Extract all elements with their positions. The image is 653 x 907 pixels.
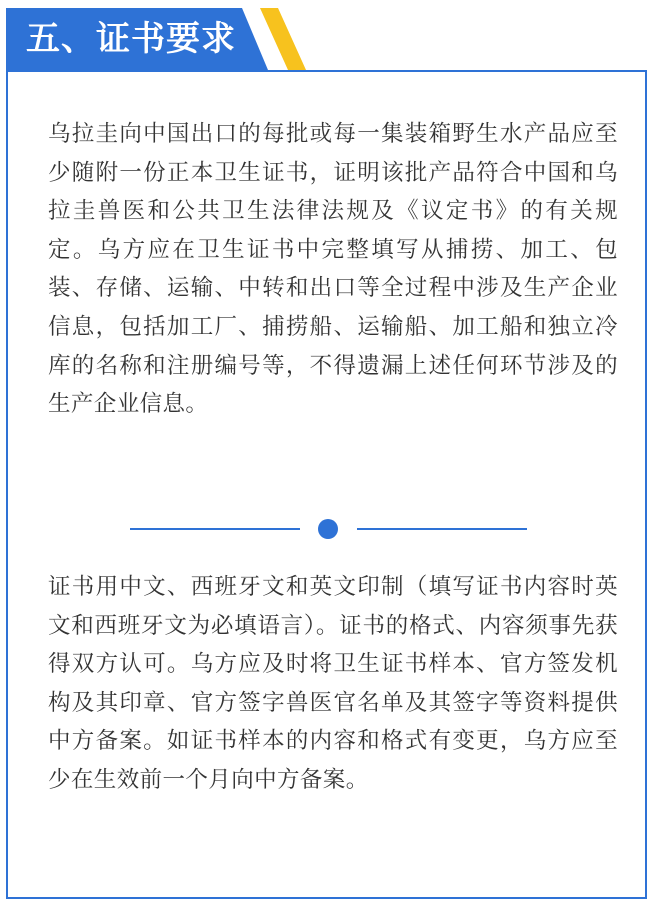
header-yellow-stripe [260,8,306,70]
divider-dot [318,519,338,539]
paragraph-certificate-requirement: 乌拉圭向中国出口的每批或每一集装箱野生水产品应至少随附一份正本卫生证书，证明该批产品符合中国和乌拉圭兽医和公共卫生法律法规及《议定书》的有关规定。乌方应在卫生证书中完整填写从捕捞、加工、包装、存储、运输、中转和出口等全过程中涉及生产企业信息，包括加工厂、捕捞船、运输船、加工船和独立冷库的名称和注册编号等，不得遗漏上述任何环节涉及的生产企业信息。 [48,121,618,418]
divider-line-left [130,528,300,530]
content-box [6,70,647,899]
section-header [6,8,306,70]
divider-line-right [357,528,527,530]
section-divider [8,519,645,539]
section-title: 五、证书要求 [26,19,236,59]
paragraph-certificate-language: 证书用中文、西班牙文和英文印制（填写证书内容时英文和西班牙文为必填语言）。证书的格式、内容须事先获得双方认可。乌方应及时将卫生证书样本、官方签发机构及其印章、官方签字兽医官名单及其签字等资料提供中方备案。如证书样本的内容和格式有变更，乌方应至少在生效前一个月向中方备案。 [48,574,618,793]
